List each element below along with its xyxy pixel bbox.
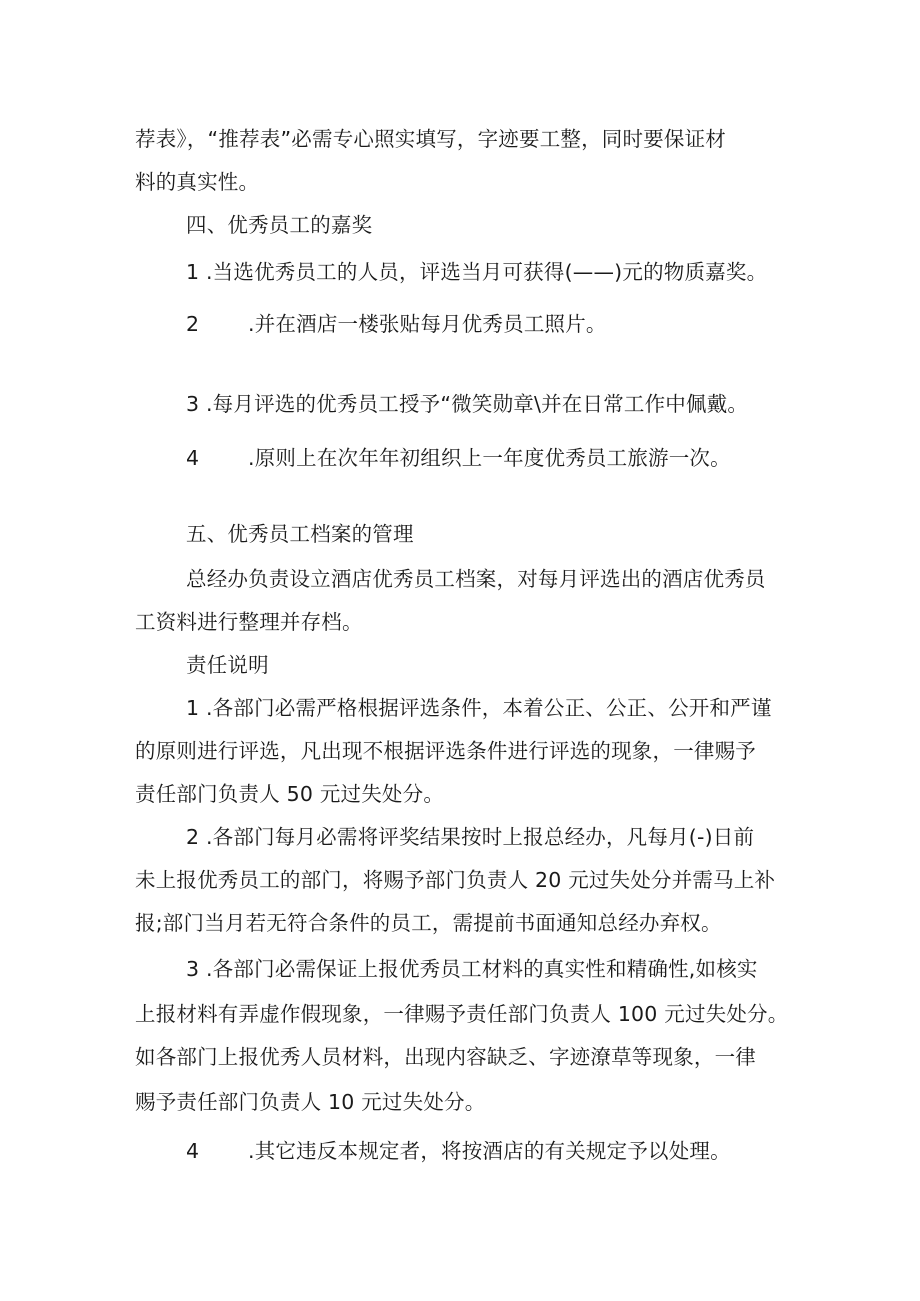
paragraph-line: 赐予责任部门负责人 10 元过失处分。 (135, 1090, 486, 1114)
section-heading-4: 四、优秀员工的嘉奖 (186, 213, 373, 237)
list-text: .其它违反本规定者，将按酒店的有关规定予以处理。 (248, 1139, 731, 1163)
list-number: 4 (186, 446, 200, 470)
list-item (186, 1137, 731, 1165)
paragraph-line: 未上报优秀员工的部门，将赐予部门负责人 20 元过失处分并需马上补 (135, 868, 776, 892)
paragraph-line: 1 .各部门必需严格根据评选条件，本着公正、公正、公开和严谨 (186, 696, 772, 720)
list-number: 2 (186, 312, 200, 336)
paragraph-line: 责任部门负责人 50 元过失处分。 (135, 782, 445, 806)
paragraph-line: 3 .各部门必需保证上报优秀员工材料的真实性和精确性,如核实 (186, 957, 758, 981)
paragraph-line: 报;部门当月若无符合条件的员工，需提前书面通知总经办弃权。 (135, 911, 722, 935)
section-heading-5: 五、优秀员工档案的管理 (186, 522, 414, 546)
responsibility-heading: 责任说明 (186, 653, 269, 677)
list-item (186, 444, 731, 472)
paragraph-line: 如各部门上报优秀人员材料，出现内容缺乏、字迹潦草等现象，一律 (135, 1045, 756, 1069)
list-text: .原则上在次年年初组织上一年度优秀员工旅游一次。 (248, 446, 731, 470)
paragraph-line: 工资料进行整理并存档。 (135, 610, 363, 634)
paragraph-line: 料的真实性。 (135, 170, 260, 194)
list-text: .并在酒店一楼张贴每月优秀员工照片。 (248, 312, 607, 336)
list-item: 1 .当选优秀员工的人员，评选当月可获得(——)元的物质嘉奖。 (186, 260, 768, 284)
paragraph-line: 的原则进行评选，凡出现不根据评选条件进行评选的现象，一律赐予 (135, 739, 756, 763)
paragraph-line: 荐表》，“推荐表”必需专心照实填写，字迹要工整，同时要保证材 (135, 127, 726, 151)
paragraph-line: 上报材料有弄虚作假现象，一律赐予责任部门负责人 100 元过失处分。 (135, 1002, 789, 1026)
paragraph-line: 总经办负责设立酒店优秀员工档案，对每月评选出的酒店优秀员 (186, 567, 766, 591)
paragraph-line: 2 .各部门每月必需将评奖结果按时上报总经办，凡每月(-)日前 (186, 825, 755, 849)
list-number: 4 (186, 1139, 200, 1163)
list-item: 3 .每月评选的优秀员工授予“微笑勋章\并在日常工作中佩戴。 (186, 392, 749, 416)
list-item (186, 310, 607, 338)
